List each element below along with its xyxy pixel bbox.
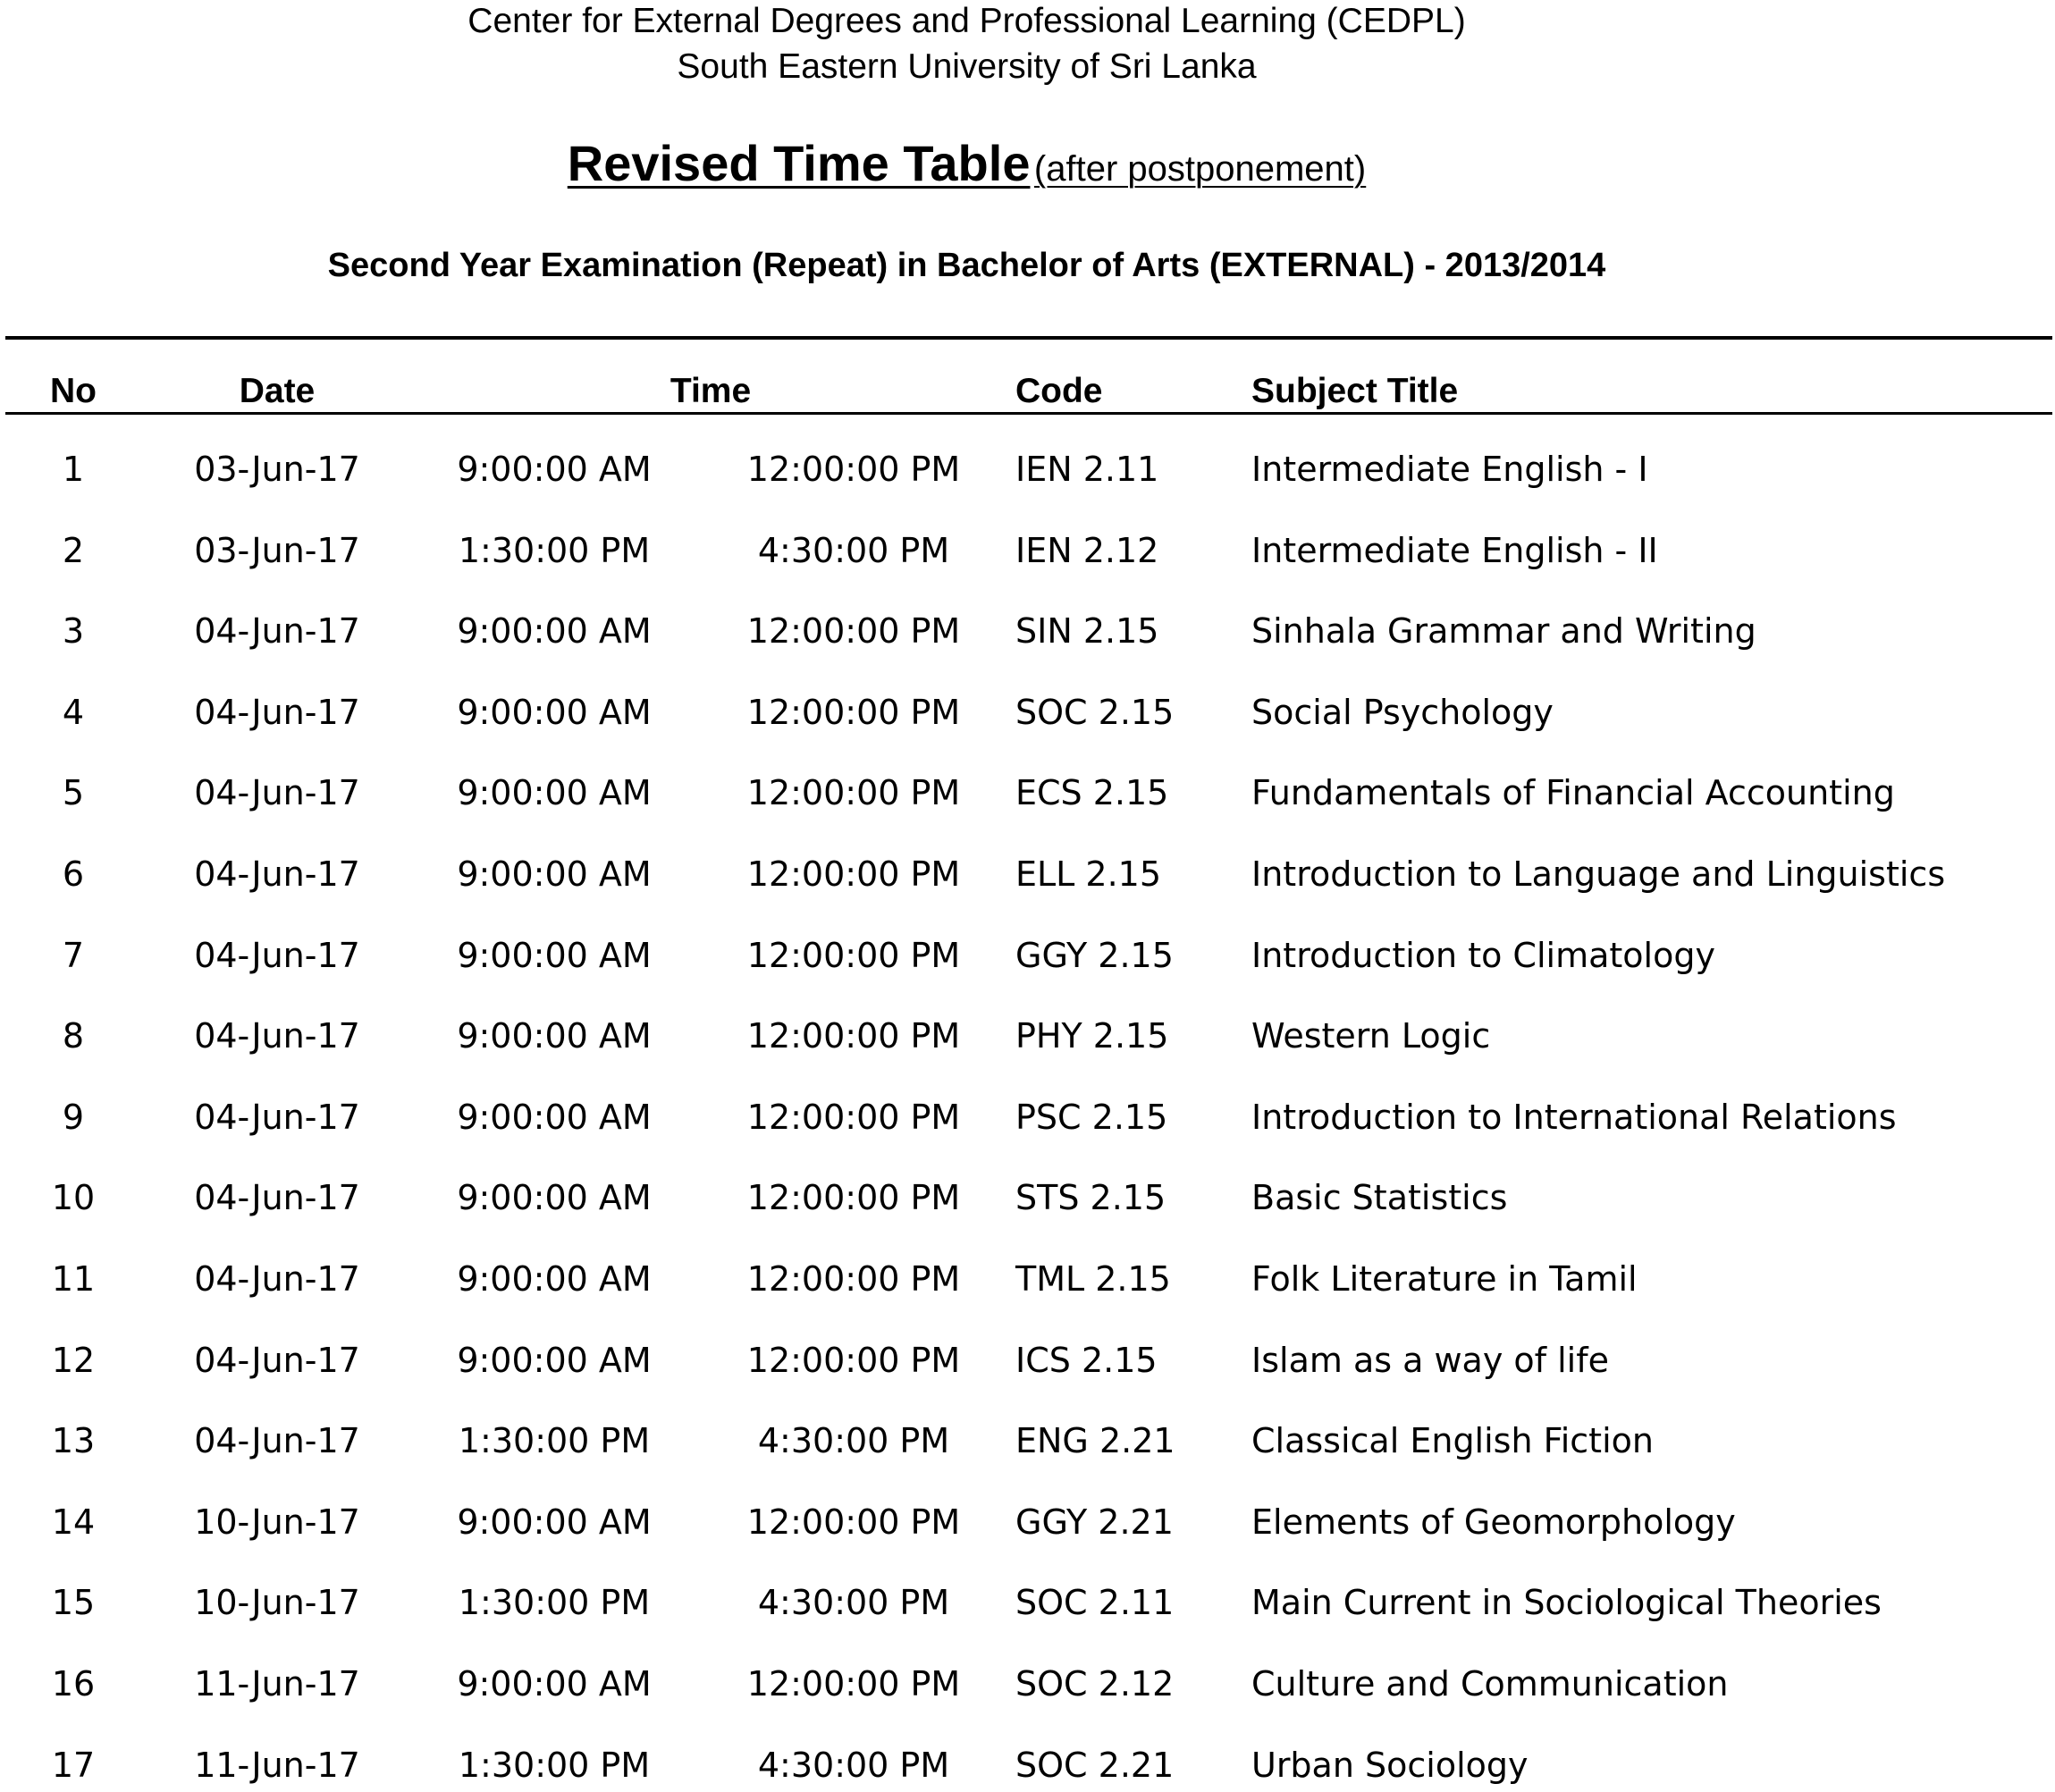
row-end-time: 12:00:00 PM — [746, 450, 961, 489]
row-end-time: 12:00:00 PM — [746, 1502, 961, 1542]
row-start-time: 9:00:00 AM — [457, 611, 652, 652]
row-number: 9 — [62, 1097, 85, 1137]
table-row — [0, 1252, 2055, 1306]
row-code: GGY 2.21 — [1015, 1502, 1174, 1542]
row-subject-title: Islam as a way of life — [1251, 1340, 1609, 1380]
row-subject-title: Introduction to Climatology — [1251, 935, 1715, 975]
column-header-code: Code — [1015, 372, 1103, 410]
column-header-date: Date — [239, 372, 316, 410]
row-start-time: 9:00:00 AM — [457, 1178, 652, 1218]
row-number: 14 — [51, 1502, 96, 1542]
table-row — [0, 442, 2055, 496]
institution-name: Center for External Degrees and Professional Learning (CEDPL) — [467, 2, 1466, 40]
row-code: SOC 2.15 — [1015, 692, 1175, 732]
row-start-time: 9:00:00 AM — [457, 1340, 652, 1380]
row-subject-title: Folk Literature in Tamil — [1251, 1259, 1638, 1299]
row-code: SOC 2.21 — [1015, 1745, 1175, 1785]
row-subject-title: Introduction to Language and Linguistics — [1251, 854, 1946, 894]
table-row — [0, 604, 2055, 658]
table-row — [0, 1576, 2055, 1629]
row-code: ECS 2.15 — [1015, 773, 1169, 813]
row-end-time: 12:00:00 PM — [746, 1259, 961, 1299]
table-row — [0, 1657, 2055, 1711]
row-end-time: 4:30:00 PM — [757, 1745, 950, 1785]
row-number: 15 — [51, 1583, 96, 1623]
row-code: SIN 2.15 — [1015, 611, 1159, 652]
table-row — [0, 1414, 2055, 1468]
row-start-time: 9:00:00 AM — [457, 450, 652, 489]
table-header — [0, 365, 2055, 418]
row-start-time: 9:00:00 AM — [457, 1664, 652, 1704]
row-start-time: 9:00:00 AM — [457, 1502, 652, 1542]
row-end-time: 12:00:00 PM — [746, 773, 961, 813]
row-start-time: 9:00:00 AM — [457, 1259, 652, 1299]
row-end-time: 4:30:00 PM — [757, 1421, 950, 1461]
row-start-time: 1:30:00 PM — [458, 1583, 651, 1623]
row-date: 04-Jun-17 — [194, 1178, 360, 1218]
row-end-time: 12:00:00 PM — [746, 611, 961, 652]
row-end-time: 12:00:00 PM — [746, 1097, 961, 1137]
row-subject-title: Urban Sociology — [1251, 1745, 1529, 1785]
row-subject-title: Western Logic — [1251, 1016, 1491, 1056]
title-main: Revised Time Table — [567, 135, 1031, 191]
row-number: 7 — [62, 935, 85, 975]
row-end-time: 12:00:00 PM — [746, 854, 961, 894]
row-number: 4 — [62, 692, 85, 732]
row-date: 10-Jun-17 — [194, 1583, 360, 1623]
row-code: PSC 2.15 — [1015, 1097, 1168, 1137]
row-start-time: 9:00:00 AM — [457, 854, 652, 894]
exam-subtitle: Second Year Examination (Repeat) in Bachelor of Arts (EXTERNAL) - 2013/2014 — [327, 247, 1606, 284]
row-subject-title: Social Psychology — [1251, 692, 1554, 732]
row-date: 04-Jun-17 — [194, 935, 360, 975]
row-date: 04-Jun-17 — [194, 1421, 360, 1461]
row-code: SOC 2.12 — [1015, 1664, 1175, 1704]
table-row — [0, 847, 2055, 901]
row-date: 04-Jun-17 — [194, 1259, 360, 1299]
row-number: 3 — [62, 611, 85, 652]
row-date: 04-Jun-17 — [194, 692, 360, 732]
row-code: PHY 2.15 — [1015, 1016, 1169, 1056]
row-end-time: 4:30:00 PM — [757, 1583, 950, 1623]
row-number: 10 — [51, 1178, 96, 1218]
table-row — [0, 766, 2055, 820]
row-number: 16 — [51, 1664, 96, 1704]
row-start-time: 9:00:00 AM — [457, 1016, 652, 1056]
row-date: 04-Jun-17 — [194, 1097, 360, 1137]
row-code: STS 2.15 — [1015, 1178, 1166, 1218]
row-subject-title: Intermediate English - I — [1251, 450, 1648, 489]
row-start-time: 9:00:00 AM — [457, 935, 652, 975]
university-name: South Eastern University of Sri Lanka — [677, 47, 1257, 86]
table-row — [0, 1009, 2055, 1063]
row-code: GGY 2.15 — [1015, 935, 1174, 975]
row-end-time: 12:00:00 PM — [746, 692, 961, 732]
row-subject-title: Intermediate English - II — [1251, 530, 1658, 570]
row-date: 04-Jun-17 — [194, 611, 360, 652]
table-row — [0, 686, 2055, 739]
row-subject-title: Main Current in Sociological Theories — [1251, 1583, 1882, 1623]
column-header-time: Time — [670, 372, 752, 410]
row-date: 11-Jun-17 — [194, 1745, 360, 1785]
row-start-time: 9:00:00 AM — [457, 692, 652, 732]
title-sub: (after postponement) — [1033, 149, 1367, 189]
header-divider — [5, 412, 2052, 415]
row-code: TML 2.15 — [1015, 1259, 1171, 1299]
row-start-time: 9:00:00 AM — [457, 1097, 652, 1137]
row-code: IEN 2.11 — [1015, 450, 1159, 489]
row-start-time: 1:30:00 PM — [458, 1745, 651, 1785]
row-date: 10-Jun-17 — [194, 1502, 360, 1542]
table-row — [0, 1495, 2055, 1549]
table-row — [0, 1738, 2055, 1792]
top-divider — [5, 336, 2052, 340]
row-start-time: 1:30:00 PM — [458, 530, 651, 570]
row-code: IEN 2.12 — [1015, 530, 1159, 570]
row-date: 04-Jun-17 — [194, 1016, 360, 1056]
row-number: 8 — [62, 1016, 85, 1056]
table-row — [0, 929, 2055, 982]
row-date: 11-Jun-17 — [194, 1664, 360, 1704]
row-date: 04-Jun-17 — [194, 773, 360, 813]
row-code: SOC 2.11 — [1015, 1583, 1175, 1623]
column-header-subject: Subject Title — [1251, 372, 1459, 410]
row-end-time: 12:00:00 PM — [746, 1340, 961, 1380]
row-subject-title: Sinhala Grammar and Writing — [1251, 611, 1756, 652]
document-title — [0, 134, 1994, 192]
table-row — [0, 524, 2055, 577]
row-end-time: 12:00:00 PM — [746, 1664, 961, 1704]
row-code: ICS 2.15 — [1015, 1340, 1158, 1380]
row-end-time: 4:30:00 PM — [757, 530, 950, 570]
row-number: 2 — [62, 530, 85, 570]
row-number: 13 — [51, 1421, 96, 1461]
table-row — [0, 1090, 2055, 1144]
row-end-time: 12:00:00 PM — [746, 1016, 961, 1056]
row-number: 12 — [51, 1340, 96, 1380]
column-header-no: No — [50, 372, 97, 410]
table-row — [0, 1333, 2055, 1387]
row-end-time: 12:00:00 PM — [746, 935, 961, 975]
row-number: 6 — [62, 854, 85, 894]
row-subject-title: Fundamentals of Financial Accounting — [1251, 773, 1895, 813]
row-subject-title: Introduction to International Relations — [1251, 1097, 1897, 1137]
row-subject-title: Classical English Fiction — [1251, 1421, 1654, 1461]
row-number: 17 — [51, 1745, 96, 1785]
row-subject-title: Elements of Geomorphology — [1251, 1502, 1736, 1542]
row-subject-title: Basic Statistics — [1251, 1178, 1508, 1218]
row-date: 03-Jun-17 — [194, 450, 360, 489]
row-code: ELL 2.15 — [1015, 854, 1162, 894]
row-number: 1 — [62, 450, 85, 489]
row-number: 5 — [62, 773, 85, 813]
row-date: 03-Jun-17 — [194, 530, 360, 570]
row-date: 04-Jun-17 — [194, 1340, 360, 1380]
row-end-time: 12:00:00 PM — [746, 1178, 961, 1218]
row-start-time: 1:30:00 PM — [458, 1421, 651, 1461]
table-row — [0, 1171, 2055, 1224]
row-number: 11 — [51, 1259, 96, 1299]
row-code: ENG 2.21 — [1015, 1421, 1175, 1461]
row-start-time: 9:00:00 AM — [457, 773, 652, 813]
row-date: 04-Jun-17 — [194, 854, 360, 894]
row-subject-title: Culture and Communication — [1251, 1664, 1729, 1704]
